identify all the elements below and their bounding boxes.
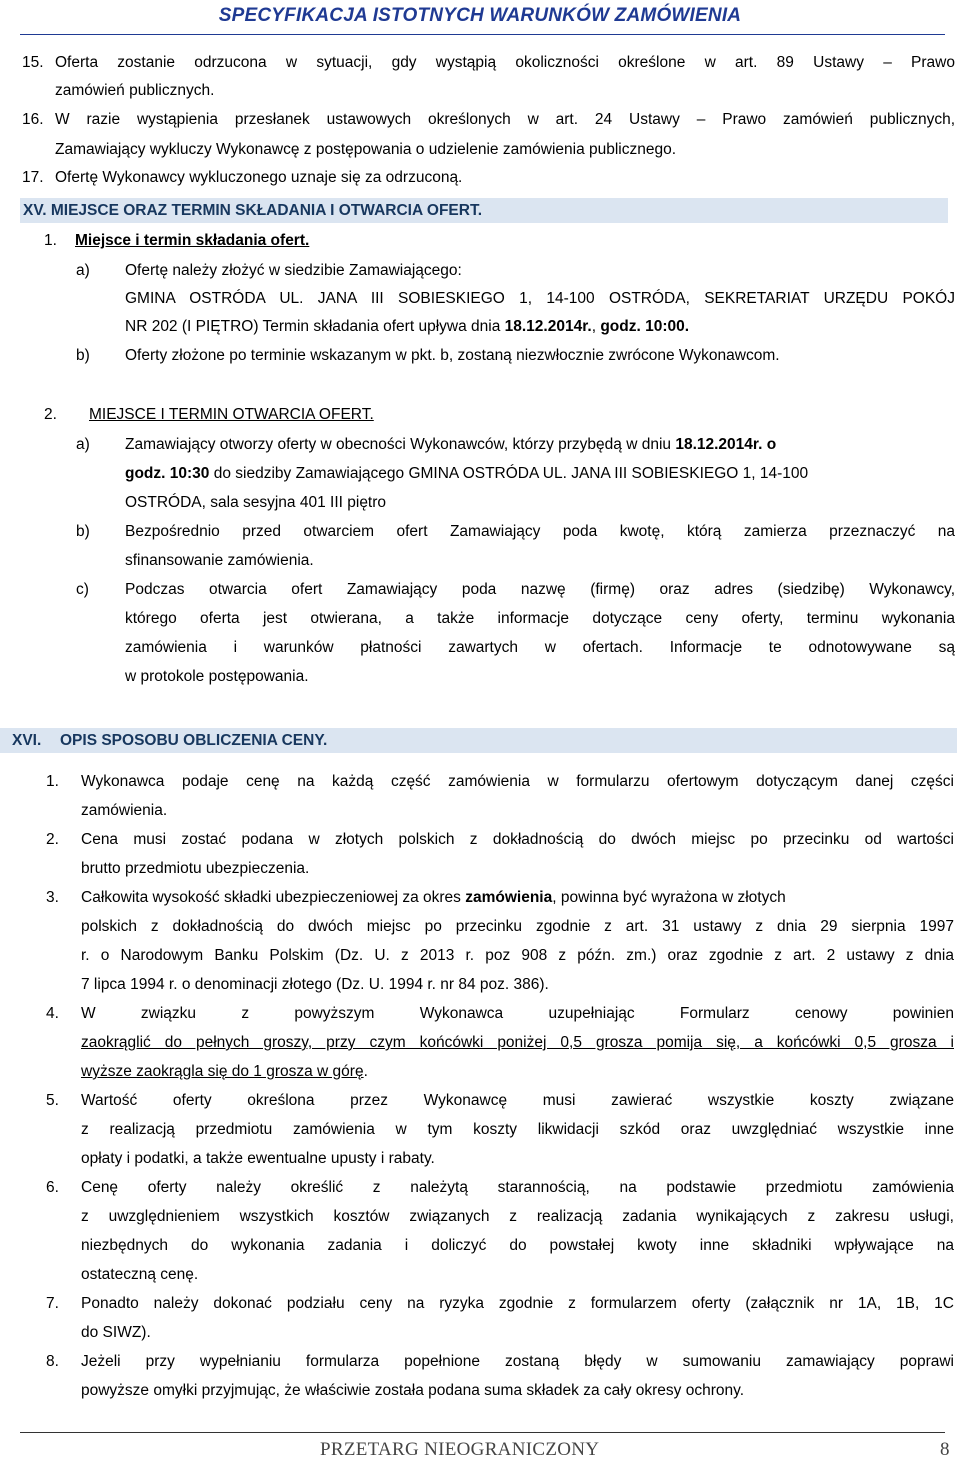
item-a-line-1: Ofertę należy złożyć w siedzibie Zamawiającego: (125, 262, 462, 279)
section-xvi-heading (0, 728, 957, 753)
calc-item-8-line-2: powyższe omyłki przyjmując, że właściwie została podana suma składek za cały okresy ochrony. (81, 1382, 745, 1399)
calc-item-3-number: 3. (46, 889, 59, 906)
calc-item-1-line-2: zamówienia. (81, 802, 168, 819)
calc-item-3-line-3: r. o Narodowym Banku Polskim (Dz. U. z 2013 r. poz 908 z późn. zm.) oraz zgodnie z art. 2 ustawy z dnia (81, 947, 954, 964)
calc-item-5-line-1: Wartość oferty określona przez Wykonawcę musi zawierać wszystkie koszty związane (81, 1092, 954, 1109)
calc-item-6-line-3: niezbędnych do wykonania zadania i doliczyć do powstałej kwoty inne składniki wpływające na (81, 1237, 954, 1254)
item-2b-label: b) (76, 523, 90, 540)
item-a-line-3: NR 202 (I PIĘTRO) Termin składania ofert upływa dnia 18.12.2014r., godz. 10:00. (125, 318, 690, 335)
calc-item-8-line-1: Jeżeli przy wypełnianiu formularza popełnione zostaną błędy w sumowaniu zamawiający poprawi (81, 1353, 954, 1370)
subsection-1-title: Miejsce i termin składania ofert. (75, 232, 310, 249)
item-2a-line-1: Zamawiający otworzy oferty w obecności Wykonawców, którzy przybędą w dniu 18.12.2014r. o (125, 436, 777, 453)
calc-item-2-line-1: Cena musi zostać podana w złotych polskich z dokładnością do dwóch miejsc po przecinku od wartości (81, 831, 954, 848)
item-a-label: a) (76, 262, 90, 279)
calc-item-1-number: 1. (46, 773, 59, 790)
item-16-number: 16. (22, 111, 44, 128)
calc-item-4-line-3: wyższe zaokrągla się do 1 grosza w górę. (81, 1063, 368, 1080)
item-2a-label: a) (76, 436, 90, 453)
item-2c-line-1: Podczas otwarcia ofert Zamawiający poda nazwę (firmę) oraz adres (siedzibę) Wykonawcy, (125, 581, 955, 598)
calc-item-7-line-2: do SIWZ). (81, 1324, 151, 1341)
calc-item-3-line-2: polskich z dokładnością do dwóch miejsc po przecinku zgodnie z art. 31 ustawy z dnia 29 sierpnia 1997 (81, 918, 954, 935)
item-b-label: b) (76, 347, 90, 364)
item-15-number: 15. (22, 54, 44, 71)
section-xv-heading: XV. MIEJSCE ORAZ TERMIN SKŁADANIA I OTWARCIA OFERT. (20, 198, 948, 223)
item-2c-line-3: zamówienia i warunków płatności zawartych w ofertach. Informacje te odnotowywane są (125, 639, 955, 656)
item-15-line-2: zamówień publicznych. (55, 82, 215, 99)
section-xvi-number: XVI. (12, 732, 42, 749)
calc-item-5-number: 5. (46, 1092, 59, 1109)
footer-divider (20, 1432, 945, 1433)
calc-item-5-line-3: opłaty i podatki, a także ewentualne upusty i rabaty. (81, 1150, 435, 1167)
footer-label: PRZETARG NIEOGRANICZONY (320, 1439, 600, 1460)
calc-item-6-line-1: Cenę oferty należy określić z należytą starannością, na podstawie przedmiotu zamówienia (81, 1179, 954, 1196)
calc-item-6-number: 6. (46, 1179, 59, 1196)
calc-item-4-number: 4. (46, 1005, 59, 1022)
opening-date: 18.12.2014r. o (675, 436, 777, 453)
submission-time: godz. 10:00. (600, 318, 690, 335)
opening-time: godz. 10:30 (125, 465, 210, 482)
calc-item-7-line-1: Ponadto należy dokonać podziału ceny na ryzyka zgodnie z formularzem oferty (załącznik nr 1A, 1B, 1C (81, 1295, 954, 1312)
submission-date: 18.12.2014r. (504, 318, 592, 335)
item-2b-line-2: sfinansowanie zamówienia. (125, 552, 314, 569)
calc-item-4-line-1: W związku z powyższym Wykonawca uzupełniając Formularz cenowy powinien (81, 1005, 954, 1022)
calc-item-6-line-2: z uwzględnieniem wszystkich kosztów związanych z realizacją zadania wynikających z zakresu usługi, (81, 1208, 954, 1225)
header-divider (20, 34, 945, 35)
calc-item-3-line-4: 7 lipca 1994 r. o denominacji złotego (Dz. U. 1994 r. nr 84 poz. 386). (81, 976, 549, 993)
calc-item-6-line-4: ostateczną cenę. (81, 1266, 199, 1283)
item-2c-line-4: w protokole postępowania. (125, 668, 309, 685)
item-17-number: 17. (22, 169, 44, 186)
item-2c-line-2: którego oferta jest otwierana, a także informacje dotyczące ceny oferty, terminu wykonania (125, 610, 955, 627)
item-16-line-2: Zamawiający wykluczy Wykonawcę z postępowania o udzielenie zamówienia publicznego. (55, 141, 677, 158)
calc-item-8-number: 8. (46, 1353, 59, 1370)
item-2b-line-1: Bezpośrednio przed otwarciem ofert Zamawiający poda kwotę, którą zamierza przeznaczyć na (125, 523, 955, 540)
page-number: 8 (940, 1439, 950, 1460)
calc-item-1-line-1: Wykonawca podaje cenę na każdą część zamówienia w formularzu ofertowym dotyczącym danej części (81, 773, 954, 790)
subsection-2-number: 2. (44, 406, 57, 423)
item-17-line-1: Ofertę Wykonawcy wykluczonego uznaje się za odrzuconą. (55, 169, 463, 186)
calc-item-7-number: 7. (46, 1295, 59, 1312)
item-15-line-1: Oferta zostanie odrzucona w sytuacji, gdy wystąpią okoliczności określone w art. 89 Ustawy – Prawo (55, 54, 955, 71)
calc-item-2-number: 2. (46, 831, 59, 848)
calc-item-4-line-2: zaokrąglić do pełnych groszy, przy czym końcówki poniżej 0,5 grosza pomija się, a końcówki 0,5 grosza i (81, 1034, 954, 1051)
calc-item-5-line-2: z realizacją przedmiotu zamówienia w tym koszty likwidacji szkód oraz uwzględniać wszystkie inne (81, 1121, 954, 1138)
item-2c-label: c) (76, 581, 89, 598)
subsection-2-title: MIEJSCE I TERMIN OTWARCIA OFERT. (89, 406, 374, 423)
subsection-1-number: 1. (44, 232, 57, 249)
section-xvi-title: OPIS SPOSOBU OBLICZENIA CENY. (60, 732, 328, 749)
item-2a-line-3: OSTRÓDA, sala sesyjna 401 III piętro (125, 494, 387, 511)
item-b-line-1: Oferty złożone po terminie wskazanym w pkt. b, zostaną niezwłocznie zwrócone Wykonawcom. (125, 347, 780, 364)
page-header-title: SPECYFIKACJA ISTOTNYCH WARUNKÓW ZAMÓWIENIA (218, 5, 742, 26)
item-a-line-2: GMINA OSTRÓDA UL. JANA III SOBIESKIEGO 1, 14-100 OSTRÓDA, SEKRETARIAT URZĘDU POKÓJ (125, 290, 955, 307)
calc-item-3-line-1: Całkowita wysokość składki ubezpieczeniowej za okres zamówienia, powinna być wyrażona w złotych (81, 889, 786, 906)
calc-item-2-line-2: brutto przedmiotu ubezpieczenia. (81, 860, 310, 877)
item-2a-line-2: godz. 10:30 do siedziby Zamawiającego GMINA OSTRÓDA UL. JANA III SOBIESKIEGO 1, 14-100 (125, 465, 809, 482)
item-16-line-1: W razie wystąpienia przesłanek ustawowych określonych w art. 24 Ustawy – Prawo zamówień publicznych, (55, 111, 955, 128)
